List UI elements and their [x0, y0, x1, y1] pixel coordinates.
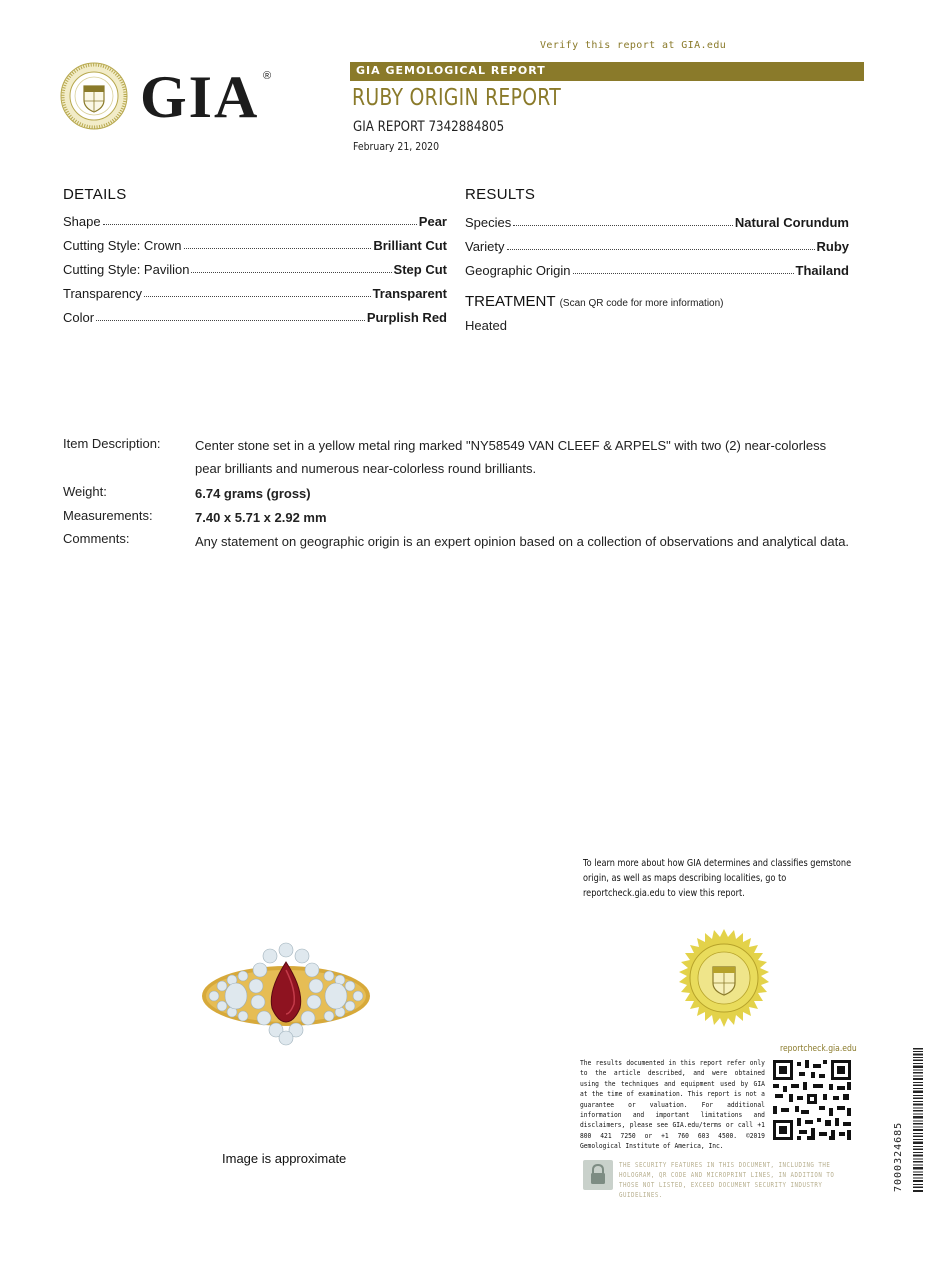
dot-leader	[573, 273, 794, 274]
results-row-label: Geographic Origin	[465, 263, 571, 278]
details-row-crown	[63, 233, 447, 253]
results-row-origin	[465, 258, 849, 278]
results-row-variety	[465, 234, 849, 254]
dot-leader	[184, 248, 372, 249]
details-row-pavilion	[63, 257, 447, 277]
details-row-value: Pear	[418, 214, 447, 229]
details-row-value: Purplish Red	[366, 310, 447, 325]
results-row-label: Variety	[465, 239, 505, 254]
item-description-value: Center stone set in a yellow metal ring marked "NY58549 VAN CLEEF & ARPELS" with two (2) near-colorless pear brilliants and numerous near-colorless round brilliants.	[195, 438, 827, 476]
learn-more-text: To learn more about how GIA determines and classifies gemstone origin, as well as maps describing localities, go to reportcheck.gia.edu to view this report.	[583, 858, 852, 899]
hologram-seal-icon	[675, 929, 773, 1027]
details-row-label: Transparency	[63, 286, 142, 301]
details-heading: DETAILS	[63, 186, 127, 203]
qr-code-icon[interactable]	[773, 1060, 851, 1140]
ring-image	[200, 940, 372, 1048]
verify-link[interactable]: Verify this report at GIA.edu	[540, 40, 727, 51]
treatment-note: (Scan QR code for more information)	[559, 298, 724, 309]
gia-seal-icon	[60, 62, 128, 130]
item-description-label: Item Description:	[63, 436, 161, 451]
results-row-value: Thailand	[795, 263, 849, 278]
details-row-label: Cutting Style: Pavilion	[63, 262, 190, 277]
report-title: RUBY ORIGIN REPORT	[352, 85, 562, 111]
comments-value: Any statement on geographic origin is an expert opinion based on a collection of observations and analytical data.	[195, 534, 850, 549]
results-row-value: Natural Corundum	[734, 215, 849, 230]
results-row-species	[465, 210, 849, 230]
image-caption: Image is approximate	[222, 1151, 347, 1166]
details-row-value: Transparent	[372, 286, 447, 301]
measurements-value: 7.40 x 5.71 x 2.92 mm	[195, 510, 327, 525]
lock-icon	[583, 1160, 613, 1190]
dot-leader	[513, 225, 733, 226]
barcode-icon	[913, 1048, 923, 1192]
details-row-value: Brilliant Cut	[373, 238, 447, 253]
results-row-value: Ruby	[816, 239, 849, 254]
results-row-label: Species	[465, 215, 512, 230]
dot-leader	[144, 296, 371, 297]
serial-number: 7000324685	[893, 1121, 904, 1192]
results-heading: RESULTS	[465, 186, 536, 203]
dot-leader	[103, 224, 417, 225]
disclaimer-text: The results documented in this report refer only to the article described, and were obtained using the techniques and equipment used by GIA at the time of examination. This report is not a guarantee or valuation. For additional information and important limitations and disclaimers, please see GIA.edu/terms or call +1 800 421 7250 or +1 760 603 4500. ©2019 Gemological Institute of America, Inc.	[580, 1058, 765, 1151]
dot-leader	[191, 272, 391, 273]
details-row-label: Shape	[63, 214, 101, 229]
dot-leader	[96, 320, 365, 321]
gia-logo-text: GIA	[140, 64, 260, 130]
treatment-heading	[465, 293, 724, 310]
report-number: GIA REPORT 7342884805	[353, 119, 505, 135]
details-row-label: Color	[63, 310, 95, 325]
treatment-value: Heated	[465, 318, 507, 333]
details-row-shape	[63, 209, 447, 229]
weight-label: Weight:	[63, 484, 107, 499]
report-date: February 21, 2020	[353, 140, 440, 153]
comments-label: Comments:	[63, 531, 130, 546]
measurements-label: Measurements:	[63, 508, 153, 523]
details-row-color	[63, 305, 447, 325]
dot-leader	[507, 249, 815, 250]
details-row-value: Step Cut	[393, 262, 447, 277]
report-type-label: GIA GEMOLOGICAL REPORT	[356, 64, 546, 77]
weight-value: 6.74 grams (gross)	[195, 486, 311, 501]
treatment-heading-text: TREATMENT	[465, 293, 556, 310]
details-row-transparency	[63, 281, 447, 301]
security-features-text: THE SECURITY FEATURES IN THIS DOCUMENT, INCLUDING THE HOLOGRAM, QR CODE AND MICROPRINT LINES, IN ADDITION TO THOSE NOT LISTED, EXCEED DOCUMENT SECURITY INDUSTRY GUIDELINES.	[619, 1161, 835, 1199]
details-row-label: Cutting Style: Crown	[63, 238, 182, 253]
reportcheck-url[interactable]: reportcheck.gia.edu	[780, 1044, 857, 1054]
registered-mark: ®	[263, 70, 272, 82]
